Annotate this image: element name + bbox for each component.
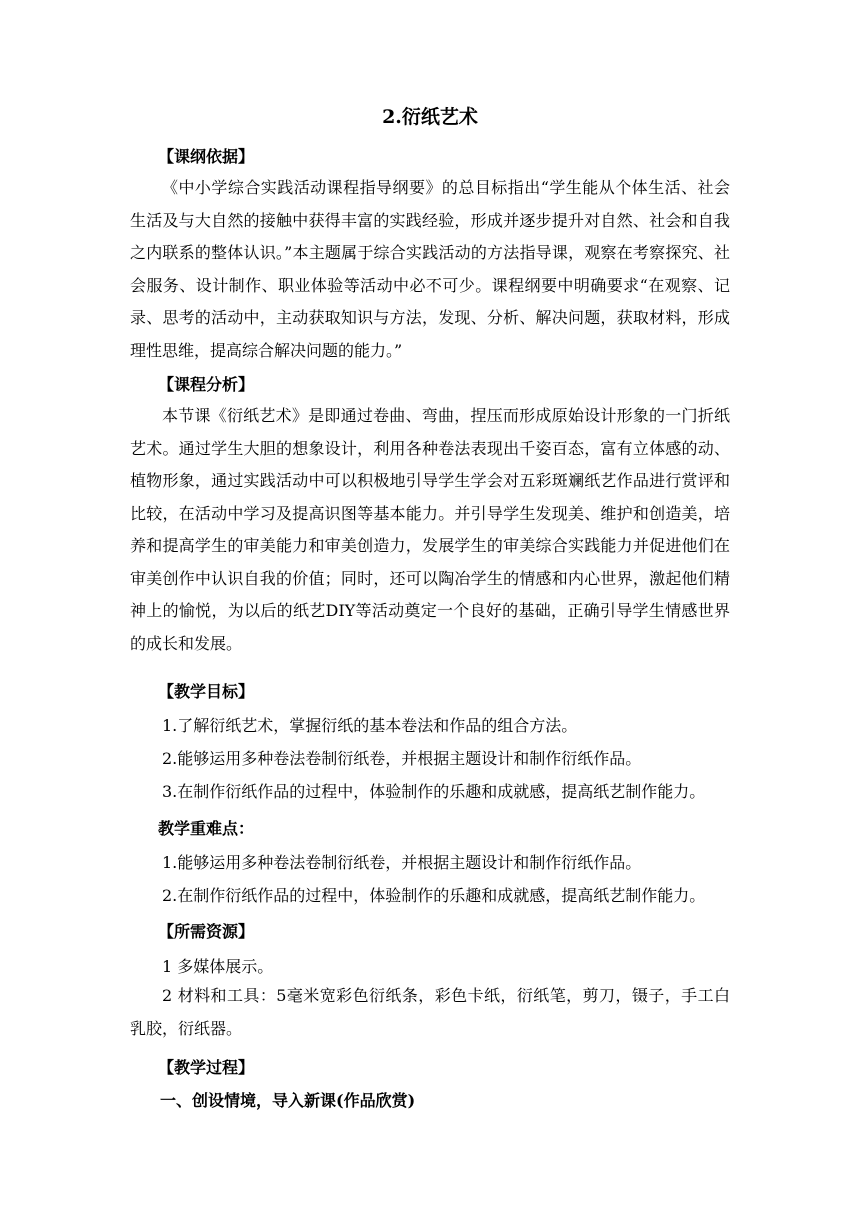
resource-item-multimedia: 1 多媒体展示。 [162, 957, 274, 976]
section-heading-curriculum-basis: 【课纲依据】 [158, 147, 255, 166]
paragraph-course-analysis: 本节课《衍纸艺术》是即通过卷曲、弯曲，捏压而形成原始设计形象的一门折纸艺术。通过学生大胆的想象设计，利用各种卷法表现出千姿百态，富有立体感的动、植物形象，通过实践活动中可以积极地引导学生学会对五彩斑斓纸艺作品进行赏评和比较，在活动中学习及提高识图等基本能力。并引导学生发现美、维护和创造美，培养和提高学生的审美能力和审美创造力，发展学生的审美综合实践能力并促进他们在审美创作中认识自我的价值；同时，还可以陶冶学生的情感和内心世界，激起他们精神上的愉悦，为以后的纸艺DIY等活动奠定一个良好的基础，正确引导学生情感世界的成长和发展。 [130, 406, 730, 653]
section-heading-teaching-process: 【教学过程】 [158, 1058, 255, 1077]
document-title: 2.衍纸艺术 [382, 106, 478, 128]
paragraph-curriculum-basis: 《中小学综合实践活动课程指导纲要》的总目标指出“学生能从个体生活、社会生活及与大自然的接触中获得丰富的实践经验，形成并逐步提升对自然、社会和自我之内联系的整体认识。”本主题属于综合实践活动的方法指导课，观察在考察探究、社会服务、设计制作、职业体验等活动中必不可少。课程纲要中明确要求“在观察、记录、思考的活动中，主动获取知识与方法，发现、分析、解决问题，获取材料，形成理性思维，提高综合解决问题的能力。” [130, 178, 730, 360]
teaching-goal-item: 2.能够运用多种卷法卷制衍纸卷，并根据主题设计和制作衍纸作品。 [162, 749, 642, 768]
section-heading-teaching-goals: 【教学目标】 [158, 682, 255, 701]
teaching-goal-item: 3.在制作衍纸作品的过程中，体验制作的乐趣和成就感，提高纸艺制作能力。 [162, 782, 706, 801]
section-heading-course-analysis: 【课程分析】 [158, 375, 255, 394]
resource-item-materials: 2 材料和工具：5毫米宽彩色衍纸条，彩色卡纸，衍纸笔，剪刀，镊子，手工白乳胶，衍纸器。 [130, 986, 730, 1038]
key-difficulty-item: 1.能够运用多种卷法卷制衍纸卷，并根据主题设计和制作衍纸作品。 [162, 853, 642, 872]
section-heading-key-difficulties: 教学重难点： [158, 819, 255, 838]
subheading-create-situation: 一、创设情境，导入新课(作品欣赏) [160, 1091, 416, 1110]
teaching-goal-item: 1.了解衍纸艺术，掌握衍纸的基本卷法和作品的组合方法。 [162, 716, 578, 735]
section-heading-resources: 【所需资源】 [158, 922, 255, 941]
key-difficulty-item: 2.在制作衍纸作品的过程中，体验制作的乐趣和成就感，提高纸艺制作能力。 [162, 886, 706, 905]
